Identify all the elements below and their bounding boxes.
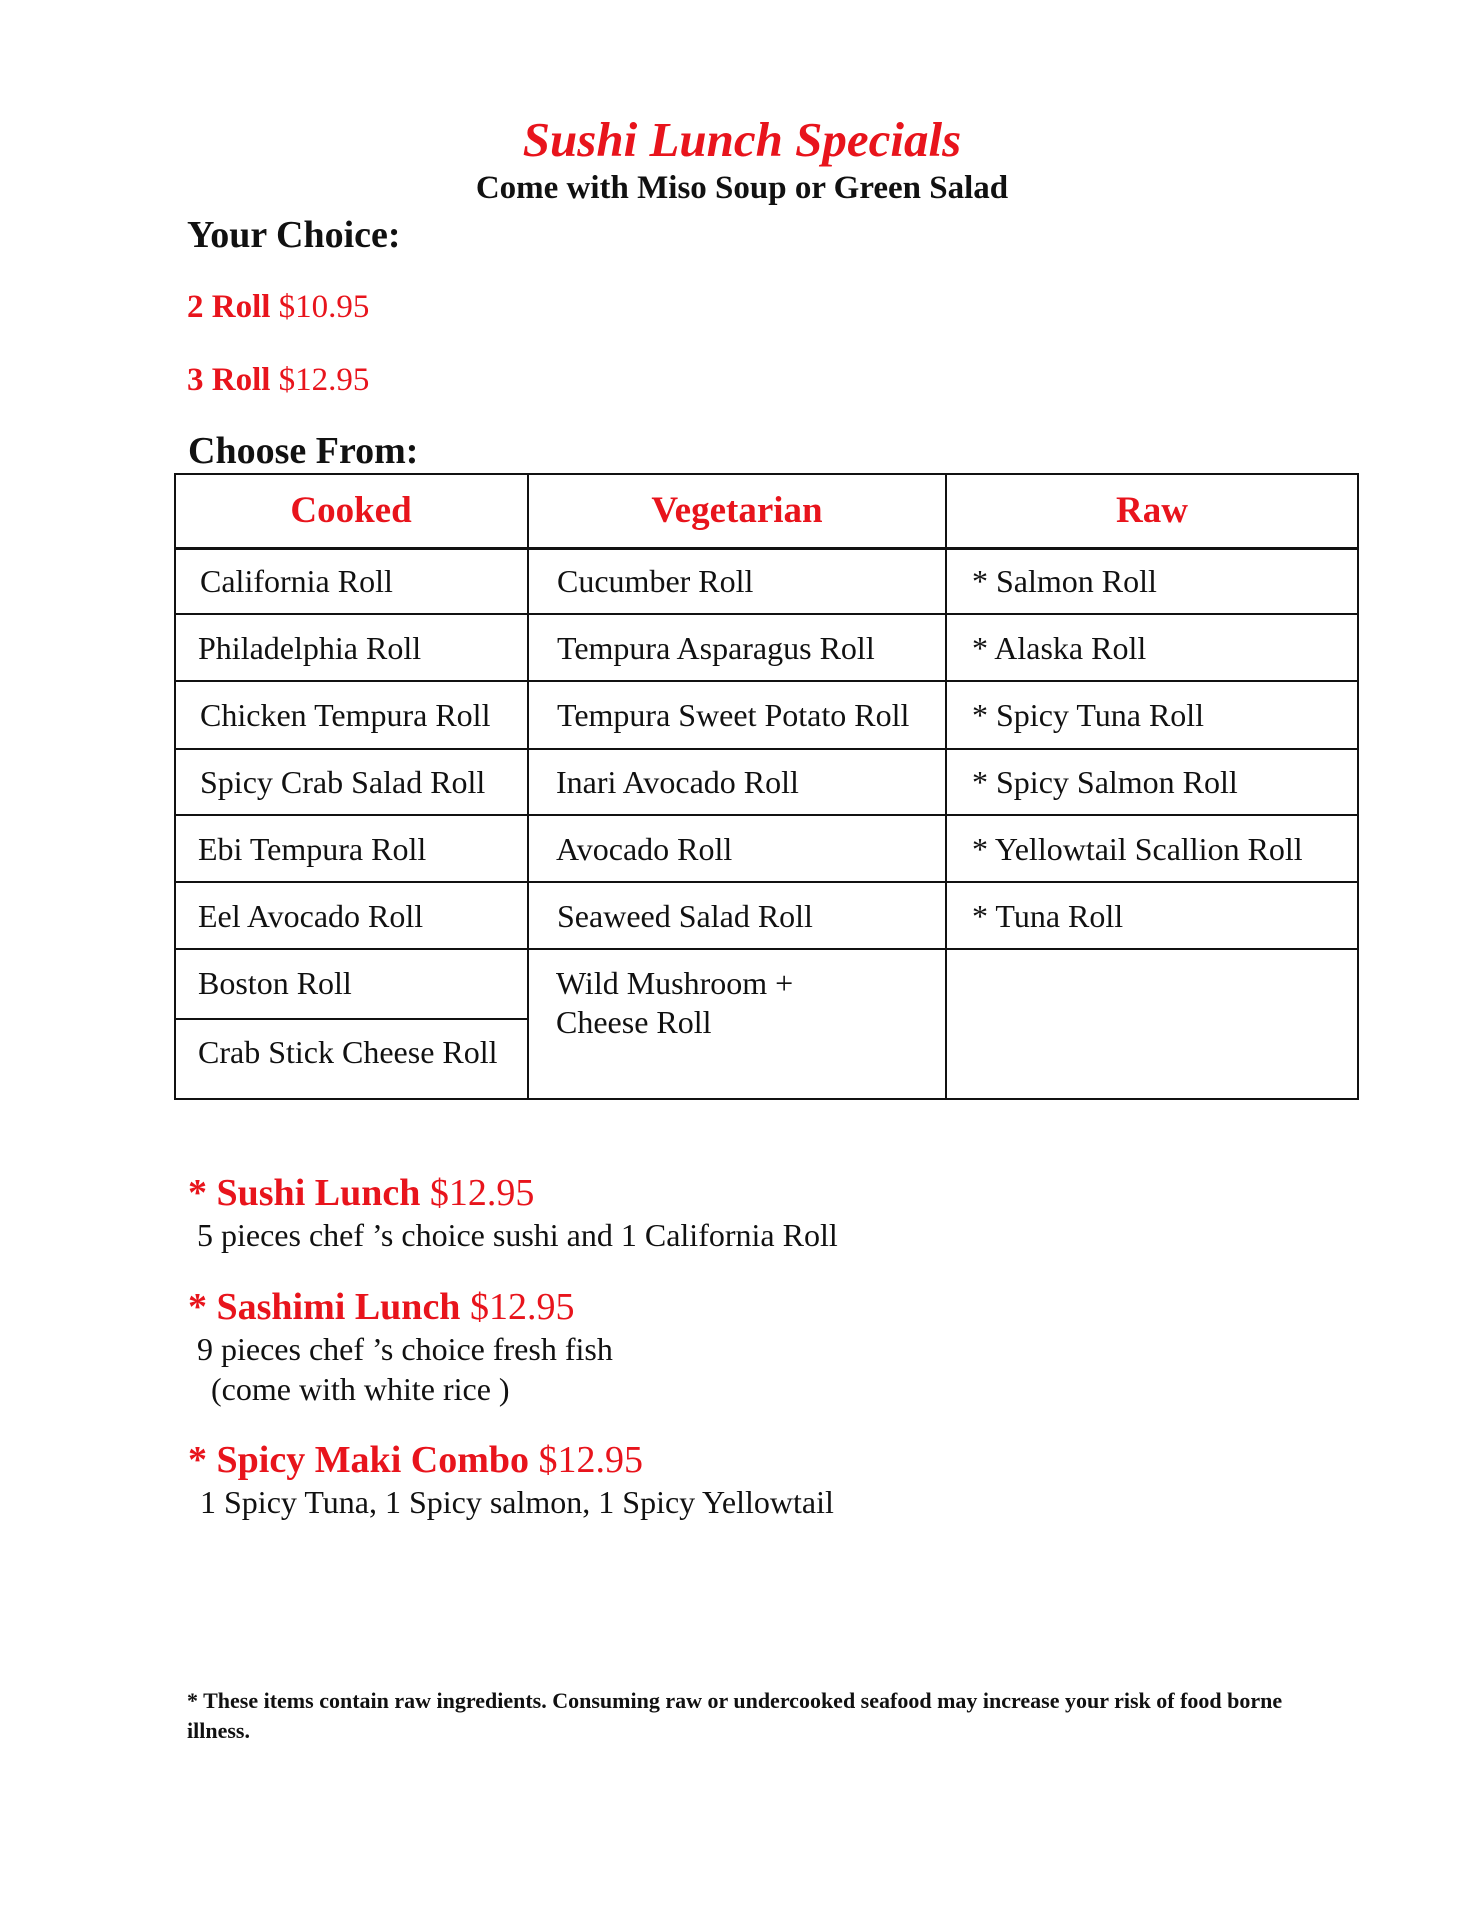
column-header-vegetarian: Vegetarian bbox=[651, 490, 823, 531]
table-border-top bbox=[174, 473, 1359, 475]
table-cell-raw: * Yellowtail Scallion Roll bbox=[972, 831, 1303, 867]
table-border-right bbox=[1357, 473, 1359, 1100]
table-header-divider bbox=[174, 547, 1359, 550]
table-cell-vegetarian: Avocado Roll bbox=[556, 831, 733, 867]
special-description: 1 Spicy Tuna, 1 Spicy salmon, 1 Spicy Yellowtail bbox=[200, 1484, 834, 1520]
special-price: $12.95 bbox=[538, 1439, 643, 1481]
choice-option-2-roll bbox=[187, 287, 369, 327]
table-cell-vegetarian: Tempura Sweet Potato Roll bbox=[557, 697, 910, 733]
table-cell-vegetarian: Tempura Asparagus Roll bbox=[557, 630, 875, 666]
table-row-divider bbox=[174, 748, 1359, 750]
table-row-divider-cooked bbox=[174, 1018, 528, 1020]
table-cell-vegetarian: Cheese Roll bbox=[556, 1004, 712, 1040]
your-choice-heading: Your Choice: bbox=[187, 214, 401, 256]
table-cell-raw: * Spicy Salmon Roll bbox=[972, 764, 1238, 800]
table-row-divider bbox=[174, 814, 1359, 816]
option-price: $12.95 bbox=[278, 362, 370, 398]
table-border-left bbox=[174, 473, 176, 1100]
table-cell-raw: * Tuna Roll bbox=[972, 898, 1124, 934]
special-price: $12.95 bbox=[469, 1286, 575, 1328]
table-cell-vegetarian: Wild Mushroom + bbox=[556, 965, 794, 1001]
column-header-cooked: Cooked bbox=[290, 490, 412, 531]
table-cell-raw: * Spicy Tuna Roll bbox=[972, 697, 1205, 733]
special-name: * Sushi Lunch bbox=[188, 1172, 421, 1214]
column-header-raw: Raw bbox=[1116, 490, 1188, 531]
raw-ingredients-disclaimer: * These items contain raw ingredients. Consuming raw or undercooked seafood may increase your risk of food borne illness. bbox=[187, 1688, 1283, 1743]
table-cell-raw: * Salmon Roll bbox=[972, 563, 1157, 599]
table-cell-vegetarian: Seaweed Salad Roll bbox=[557, 898, 813, 934]
roll-choice-table bbox=[174, 473, 1359, 1100]
table-row-divider bbox=[174, 948, 1359, 950]
table-cell-cooked: Crab Stick Cheese Roll bbox=[198, 1034, 498, 1070]
page-subtitle: Come with Miso Soup or Green Salad bbox=[475, 170, 1009, 206]
special-name: * Sashimi Lunch bbox=[188, 1286, 461, 1328]
table-cell-cooked: Chicken Tempura Roll bbox=[200, 697, 491, 733]
special-description: 9 pieces chef ’s choice fresh fish bbox=[197, 1331, 613, 1367]
table-column-divider bbox=[945, 473, 947, 1100]
table-cell-cooked: Ebi Tempura Roll bbox=[198, 831, 427, 867]
table-cell-raw: * Alaska Roll bbox=[972, 630, 1147, 666]
special-spicy-maki-combo-title bbox=[188, 1437, 643, 1483]
choice-option-3-roll bbox=[187, 360, 369, 400]
special-price: $12.95 bbox=[429, 1172, 535, 1214]
table-row-divider bbox=[174, 613, 1359, 615]
table-cell-vegetarian: Cucumber Roll bbox=[557, 563, 754, 599]
page-title: Sushi Lunch Specials bbox=[522, 112, 962, 167]
option-price: $10.95 bbox=[278, 289, 370, 325]
table-row-divider bbox=[174, 680, 1359, 682]
table-cell-cooked: Philadelphia Roll bbox=[198, 630, 422, 666]
special-description: 5 pieces chef ’s choice sushi and 1 California Roll bbox=[197, 1217, 838, 1253]
special-name: * Spicy Maki Combo bbox=[188, 1439, 529, 1481]
special-sashimi-lunch-title bbox=[188, 1284, 574, 1330]
table-row-divider bbox=[174, 881, 1359, 883]
table-cell-vegetarian: Inari Avocado Roll bbox=[556, 764, 799, 800]
special-sushi-lunch-title bbox=[188, 1170, 534, 1216]
table-cell-cooked: Eel Avocado Roll bbox=[198, 898, 424, 934]
table-border-bottom bbox=[174, 1098, 1359, 1100]
table-cell-cooked: Spicy Crab Salad Roll bbox=[200, 764, 486, 800]
table-cell-cooked: Boston Roll bbox=[198, 965, 352, 1001]
table-column-divider bbox=[527, 473, 529, 1100]
choose-from-heading: Choose From: bbox=[188, 430, 419, 472]
special-description: (come with white rice ) bbox=[211, 1371, 510, 1407]
option-name: 2 Roll bbox=[187, 289, 271, 325]
table-cell-cooked: California Roll bbox=[200, 563, 393, 599]
option-name: 3 Roll bbox=[187, 362, 271, 398]
